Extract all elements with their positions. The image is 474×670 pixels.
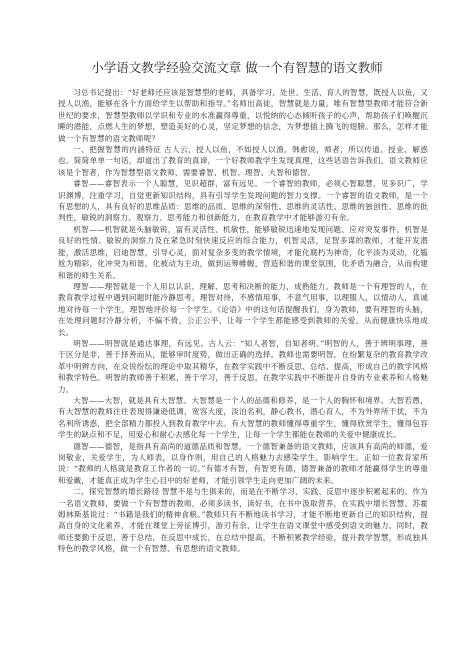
paragraph-intro: 习总书记提出：“好老师还应该是智慧型的老师，具备学习、处世、生活、育人的智慧，既授人以鱼，又授人以渔，能够在各个方面给学生以帮助和指导。”名师出高徒，智慧就是力量。唯有智慧型教师才能符合新世纪的要求，智慧型教师以学识和专业的水准赢得尊重，以悦纳的心态倾听孩子的心声，帮助孩子们唤醒沉睡的潜能，点燃人生的梦想，塑造美好的心灵，坚定梦想的信念，为梦想插上腾飞的翅膀。那么，怎样才能做一个有智慧的语文教师呢？ — [58, 88, 428, 143]
paragraph-dazhi: 大智——大智，就是具有大智慧。大智慧是一个人的品德和修养，是一个人的胸怀和境界。大智若愚，有大智慧的教师往往表现得谦逊低调，宽容大度，淡泊名利，静心教书，潜心育人，不为外界所干扰，不为名利所诱惑，把全部精力都投入到教育教学中去。有大智慧的教师懂得尊重学生，懂得欣赏学生，懂得包容学生的缺点和不足，用爱心和耐心去感化每一个学生，让每一个学生都能在教师的关爱中健康成长。 — [58, 395, 428, 440]
paragraph-section-two: 二、探究智慧的增长路径 智慧不是与生俱来的，而是在不断学习、实践、反思中逐步积累起来的。作为一名语文教师，要做一个有智慧的教师，必须多读书，读好书，在书中汲取营养，在实践中增长智慧。苏霍姆林斯基说过：“书籍是我们的精神食粮。”教师只有不断地读书学习，才能不断地更新自己的知识结构，提高自身的文化素养，才能在课堂上旁征博引，游刃有余，让学生在语文课堂中感受到语文的魅力。同时，教师还要勤于反思，善于总结，在反思中成长，在总结中提高，不断积累教学经验，提升教学智慧，形成独具特色的教学风格，做一个有智慧、有思想的语文教师。 — [58, 487, 428, 554]
document-title: 小学语文教学经验交流文章 做一个有智慧的语文教师 — [91, 60, 383, 75]
paragraph-ruizhi: 睿智——睿智表示一个人聪慧，见识超群，富有远见。一个睿智的教师，必须心智聪慧，见多识广，学识渊博，注重学习，自觉更新知识结构，具有引导学生发现问题的智力支撑。一个睿智的语文教师，是一个有思想的人，具有良好的思维品质：思维的品质、思维的深刻性、思维的灵活性、思维的独创性、思维的批判性，敏锐的洞察力、观察力、思考能力和创新能力，在教育教学中才能够游刃有余。 — [58, 179, 428, 223]
paragraph-jizhi: 机智——机智就是头脑敏锐，富有灵活性、机敏性，能够敏锐迅速地发现问题、应对突发事件。机智是良好的性情、敏锐的洞察力及在紧急时刻快速反应的综合能力，机智灵活，足智多谋的教师，才能开发潜能，激活思维，启迪智慧，引导心灵，面对复杂多变的教学情境，才能化腐朽为神奇，化平淡为灵动，化尴尬为精彩，化冲突为和谐，化被动为主动，做到运筹帷幄，营造和谐的课堂氛围，化矛盾为融合，从而构建和谐的师生关系。 — [58, 224, 428, 280]
document-body — [58, 87, 428, 661]
paragraph-section-one: 一、把握智慧的内涵特征 古人云，授人以鱼，不如授人以渔。韩愈说，师者，所以传道、授业、解惑也。简简单单一句话，却道出了教育的真谛，一个好教师教学生发现真理，这些话语告诉我们，语文教师应该是个智者，作为智慧型语文教师，需要睿智、机智、理智、大智和德智。 — [58, 145, 428, 177]
paragraph-mingzhi: 明智——明智就是通达事理，有远见。古人云：“知人者智，自知者明。”明智的人，善于辨明事理，善于区分是非，善于择善而从，能够审时度势，做出正确的选择。教师也需要明智，在纷繁复杂的教育教学改革中明辨方向，在众说纷纭的理论中取其精华，在教学实践中不断反思、总结、提高，形成自己的教学风格和教学特色。明智的教师善于积累，善于学习，善于反思，在教学实践中不断提升自身的专业素养和人格魅力。 — [58, 338, 428, 394]
paragraph-lizhi: 理智——理智就是一个人用以认识、理解、思考和决断的能力，成熟能力。教师是一个有理智的人，在教育教学过程中遇到问题时能冷静思考，理智对待，不感情用事，不意气用事，以理服人，以情动人，真诚地对待每一个学生，理智地评价每一个学生。《论语》中的这句话提醒我们，身为教师，要有理智的头脑，在处理问题时冷静分析，不偏不倚，公正公平，让每一个学生都能感受到教师的关爱，从而健康快乐地成长。 — [58, 281, 428, 337]
paragraph-dezhi: 德智——德智，是指具有高尚的道德品质和智慧。一个德智兼备的语文教师，应该具有高尚的师德，爱岗敬业，关爱学生，为人师表，以身作则，用自己的人格魅力去感染学生，影响学生。正如一位教育家所说：“教师的人格就是教育工作者的一切。”有德才有智，有智更有德，德智兼备的教师才能赢得学生的尊重和爱戴，才能真正成为学生心目中的好老师，才能引领学生走向更加广阔的未来。 — [58, 441, 428, 485]
